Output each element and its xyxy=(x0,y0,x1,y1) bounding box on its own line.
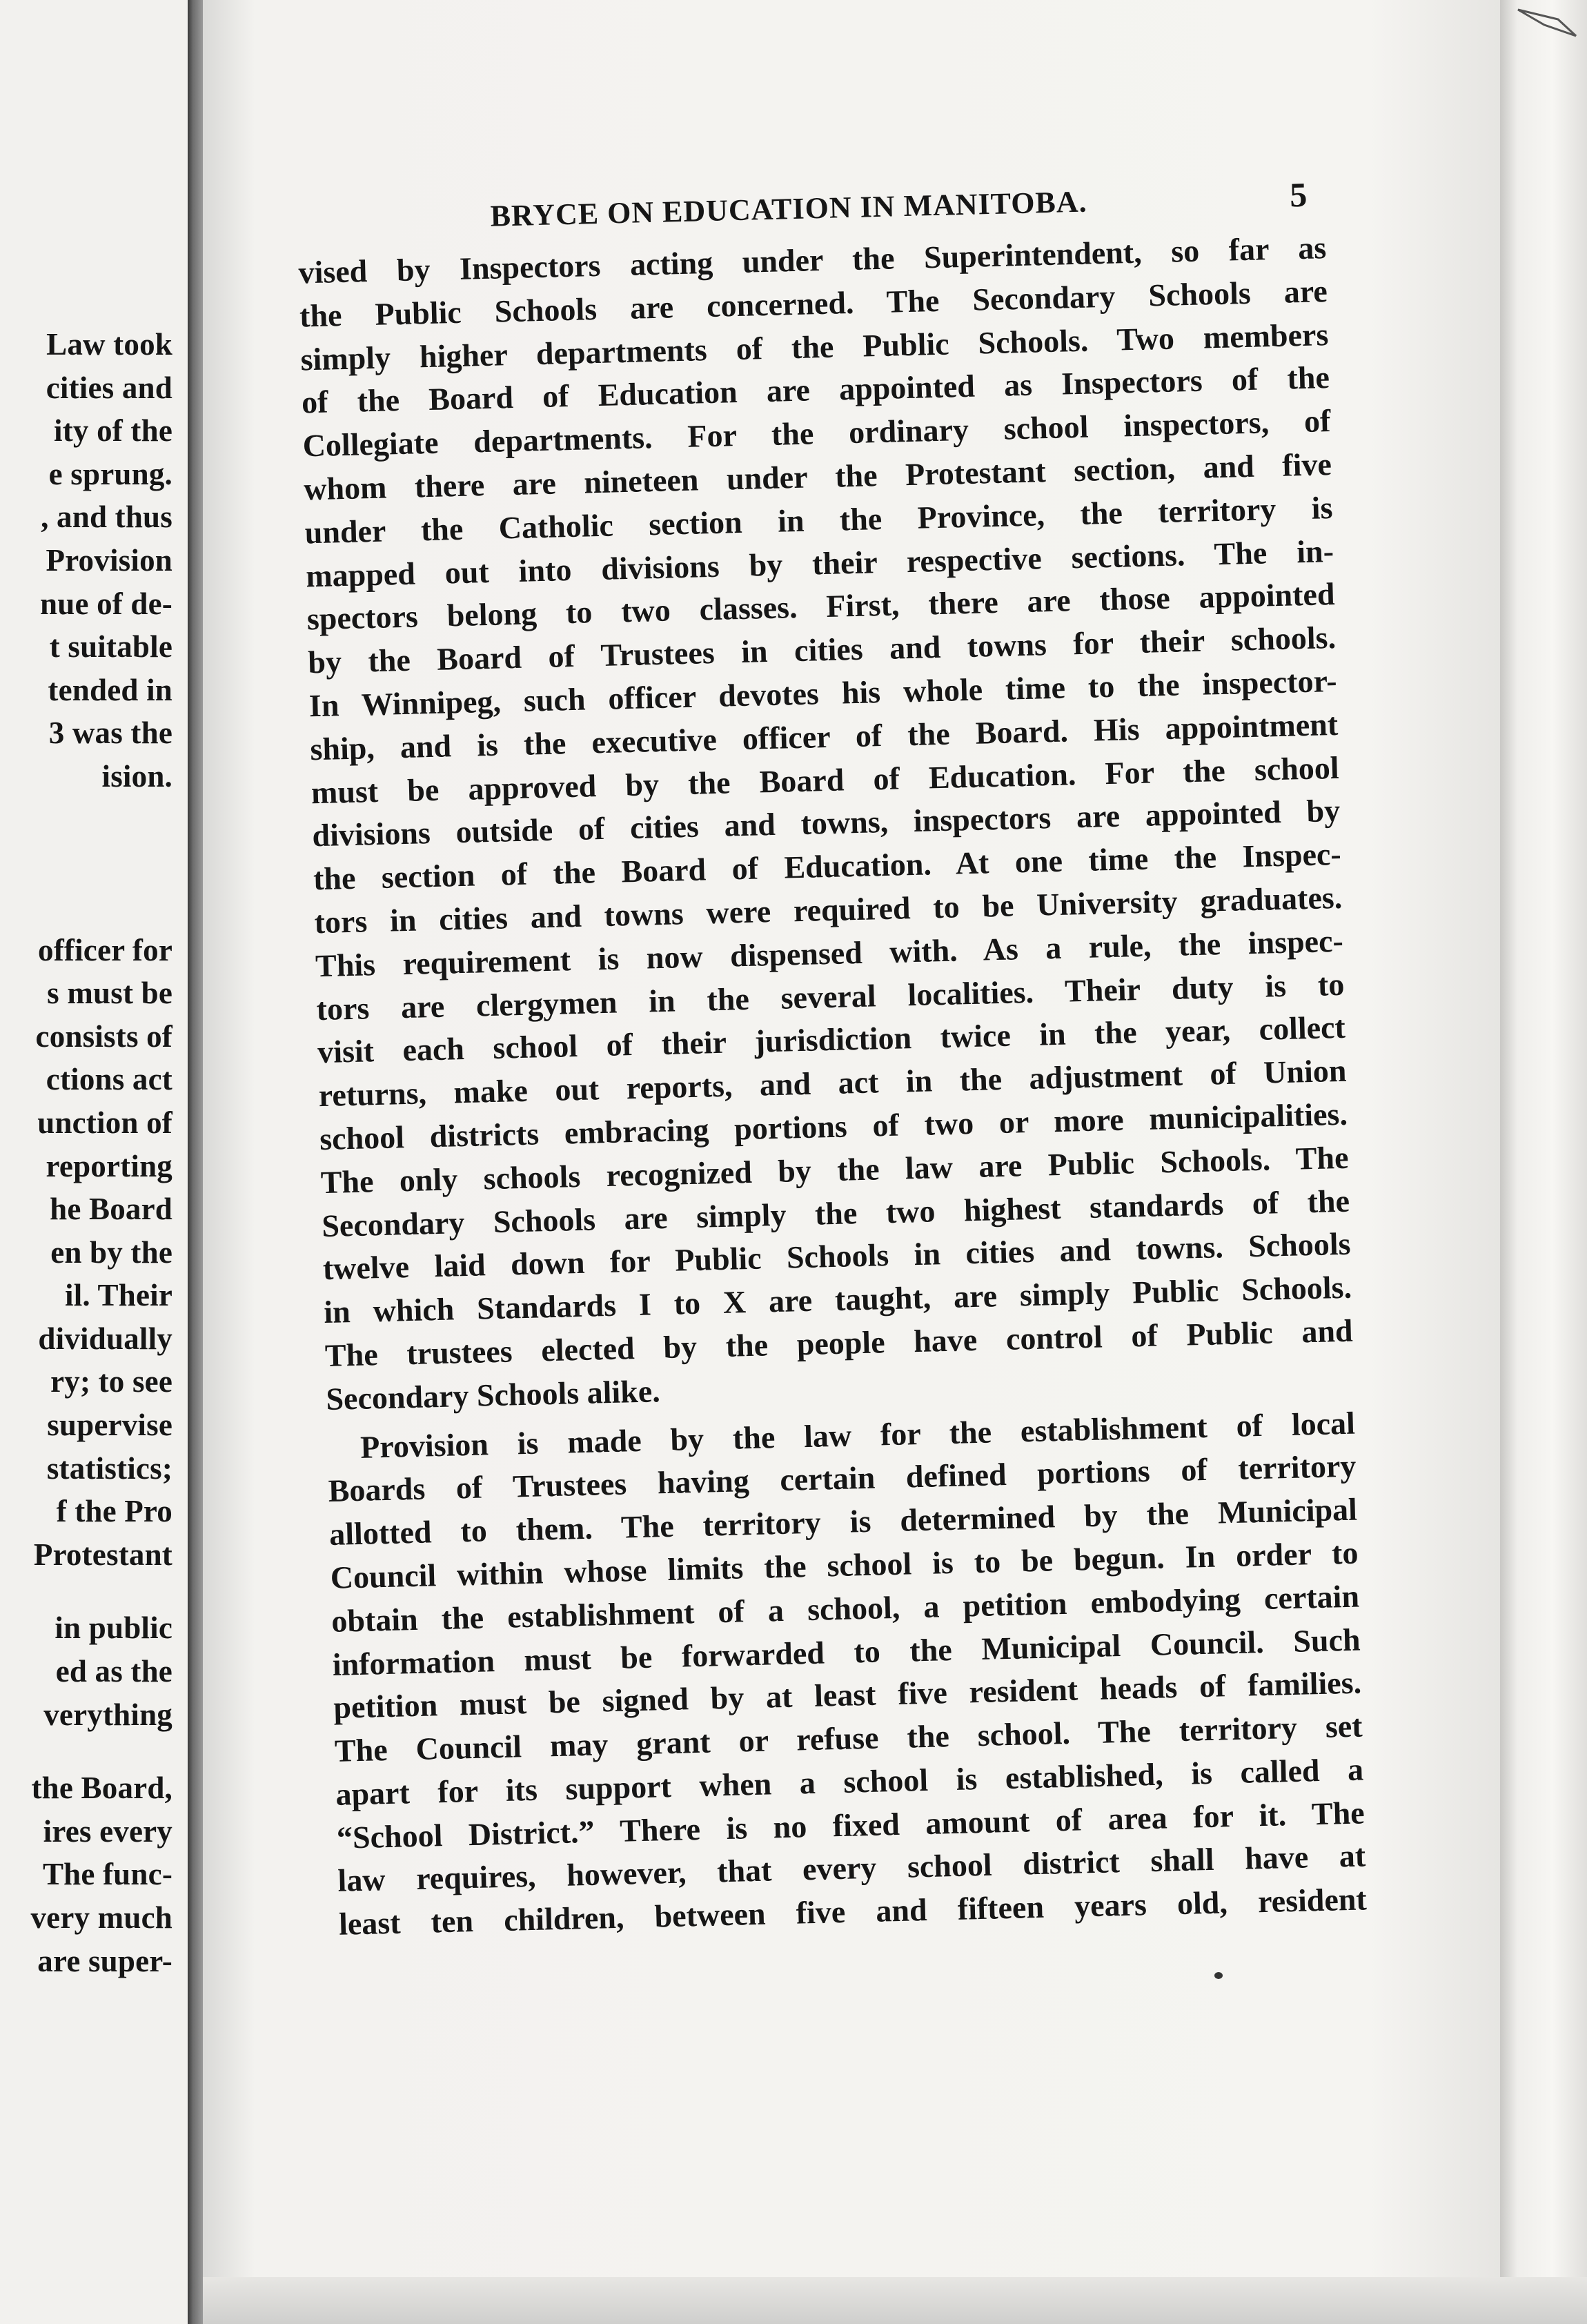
text-line: In Winnipeg, such officer devotes his whole time to the inspector- xyxy=(308,662,1338,724)
previous-page-line: are super- xyxy=(37,1943,172,1978)
text-line: mapped out into divisions by their respective sections. The in- xyxy=(305,533,1334,593)
page-number: 5 xyxy=(1289,175,1308,215)
text-line: Provision is made by the law for the establishment of local xyxy=(359,1405,1356,1465)
previous-page-line: ry; to see xyxy=(50,1364,172,1399)
text-line: the section of the Board of Education. At one time the Inspec- xyxy=(313,836,1342,897)
previous-page-line: ires every xyxy=(43,1813,172,1849)
previous-page-line: verything xyxy=(43,1697,172,1732)
previous-page-line: , and thus xyxy=(41,500,172,535)
text-line: returns, make out reports, and act in the adjustment of Union xyxy=(318,1052,1347,1114)
text-line: The trustees elected by the people have control of Public and xyxy=(324,1312,1354,1373)
text-line: information must be forwarded to the Municipal Council. Such xyxy=(332,1622,1361,1682)
previous-page-line: 3 was the xyxy=(48,716,172,751)
text-line: The only schools recognized by the law are Public Schools. The xyxy=(320,1139,1349,1200)
previous-page-line: tended in xyxy=(48,672,172,707)
previous-page-line: f the Pro xyxy=(56,1494,172,1529)
text-line: petition must be signed by at least five resident heads of families. xyxy=(333,1664,1362,1726)
text-line: divisions outside of cities and towns, inspectors are appointed by xyxy=(311,793,1341,854)
previous-page-line: ctions act xyxy=(46,1062,172,1097)
page xyxy=(203,0,1500,2324)
text-line: whom there are nineteen under the Protestant section, and five xyxy=(303,446,1332,507)
text-line: Secondary Schools alike. xyxy=(325,1372,661,1417)
text-line: tors are clergymen in the several localities. Their duty is to xyxy=(316,966,1345,1027)
previous-page-line: unction of xyxy=(37,1105,172,1140)
previous-page-line: ed as the xyxy=(55,1654,172,1689)
text-line: Boards of Trustees having certain defined portions of territory xyxy=(328,1448,1357,1509)
text-line: spectors belong to two classes. First, there are those appointed xyxy=(306,576,1336,637)
text-line: allotted to them. The territory is determined by the Municipal xyxy=(328,1491,1358,1553)
text-line: visit each school of their jurisdiction twice in the year, collect xyxy=(317,1010,1346,1070)
previous-page-line: dividually xyxy=(38,1321,172,1356)
text-line: The Council may grant or refuse the school. The territory set xyxy=(334,1708,1363,1769)
previous-page-line: Provision xyxy=(46,542,172,578)
text-line: by the Board of Trustees in cities and towns for their schools. xyxy=(307,620,1337,680)
previous-page-line: in public xyxy=(55,1611,172,1646)
previous-page-line: en by the xyxy=(50,1234,172,1270)
previous-page-line: statistics; xyxy=(46,1450,172,1486)
previous-page-line: il. Their xyxy=(65,1278,172,1313)
text-line: ship, and is the executive officer of the Board. His appointment xyxy=(309,706,1339,767)
previous-page-line: e sprung. xyxy=(48,456,172,491)
previous-page-line: Law took xyxy=(46,327,172,362)
running-head-title: BRYCE ON EDUCATION IN MANITOBA. xyxy=(490,184,1088,233)
ink-speck xyxy=(1214,1972,1223,1979)
text-line: simply higher departments of the Public Schools. Two members xyxy=(300,316,1329,377)
previous-page-fragment xyxy=(0,0,188,2324)
text-line: This requirement is now dispensed with. As a rule, the inspec- xyxy=(315,923,1344,983)
text-line: law requires, however, that every school district shall have at xyxy=(337,1838,1366,1899)
previous-page-text xyxy=(0,323,172,1982)
text-line: apart for its support when a school is established, is called a xyxy=(335,1751,1364,1812)
body-text xyxy=(298,226,1374,1947)
previous-page-line: officer for xyxy=(38,932,172,967)
text-line: school districts embracing portions of two or more municipalities. xyxy=(319,1096,1348,1157)
previous-page-line: nue of de- xyxy=(40,586,172,621)
page-edge xyxy=(1500,0,1587,2324)
text-line: the Public Schools are concerned. The Secondary Schools are xyxy=(299,273,1328,334)
text-line: Secondary Schools are simply the two highest standards of the xyxy=(321,1183,1350,1243)
text-line: twelve laid down for Public Schools in cities and towns. Schools xyxy=(322,1226,1352,1287)
text-line: vised by Inspectors acting under the Superintendent, so far as xyxy=(297,230,1327,290)
text-line: must be approved by the Board of Education. For the school xyxy=(310,749,1340,810)
previous-page-line: Protestant xyxy=(33,1537,172,1572)
text-line: obtain the establishment of a school, a petition embodying certain xyxy=(331,1578,1360,1639)
text-line: Collegiate departments. For the ordinary school inspectors, of xyxy=(302,403,1331,464)
previous-page-line: reporting xyxy=(46,1148,172,1183)
previous-page-line: he Board xyxy=(50,1192,172,1227)
book-gutter xyxy=(188,0,203,2324)
text-line: of the Board of Education are appointed as Inspectors of the xyxy=(301,360,1330,420)
previous-page-line: s must be xyxy=(47,976,172,1011)
previous-page-line: consists of xyxy=(35,1018,172,1054)
previous-page-line: supervise xyxy=(47,1408,172,1443)
text-line: under the Catholic section in the Province, the territory is xyxy=(304,489,1333,551)
previous-page-line: t suitable xyxy=(49,629,172,664)
previous-page-line: ity of the xyxy=(54,413,172,449)
page-text-block xyxy=(255,174,1374,1947)
text-line: least ten children, between five and fifteen years old, resident xyxy=(338,1881,1368,1942)
previous-page-line: ision. xyxy=(101,758,172,794)
text-line: tors in cities and towns were required to be University graduates. xyxy=(313,879,1343,941)
previous-page-line: cities and xyxy=(46,370,172,405)
previous-page-line: The func- xyxy=(42,1857,172,1892)
text-line: Council within whose limits the school is to be begun. In order to xyxy=(330,1535,1359,1595)
bottom-page-edge xyxy=(203,2277,1587,2324)
previous-page-line: very much xyxy=(30,1900,172,1935)
text-line: “School District.” There is no fixed amount of area for it. The xyxy=(336,1795,1366,1855)
corner-fold-mark xyxy=(1517,4,1579,46)
previous-page-line: the Board, xyxy=(31,1771,172,1806)
text-line: in which Standards I to X are taught, are simply Public Schools. xyxy=(323,1269,1352,1330)
